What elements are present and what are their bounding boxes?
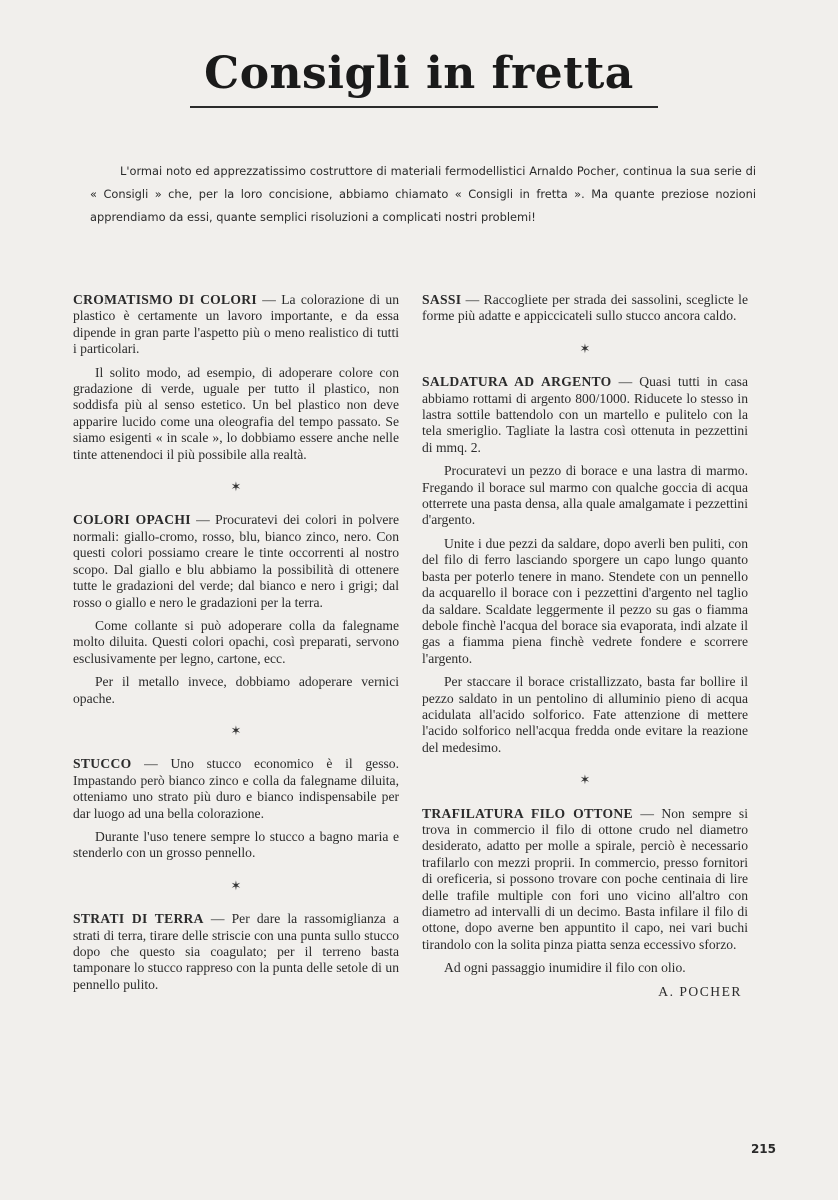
paragraph: Durante l'uso tenere sempre lo stucco a bagno maria e stenderlo con un grosso pennello. <box>73 828 399 861</box>
section-heading: STUCCO <box>73 756 132 772</box>
separator-star-icon: ✶ <box>579 772 591 788</box>
section-text: — Quasi tutti in casa abbiamo rottami di argento 800/1000. Riducete lo stesso in lastra sottile battendolo con un martello e pulitelo con la tela smeriglio. Tagliate la lastra così ottenuta in pezzettini di mmq. 2. <box>422 374 748 455</box>
section-saldatura <box>422 374 748 456</box>
section-sassi <box>422 292 748 325</box>
section-text: — La colorazione di un plastico è certamente un lavoro importante, e da essa dipende in gran parte l'aspetto più o meno realistico di tutti i particolari. <box>73 292 399 357</box>
paragraph: Per il metallo invece, dobbiamo adoperare vernici opache. <box>73 674 399 706</box>
section-text: — Per dare la rassomiglianza a strati di terra, tirare delle striscie con una punta sullo stucco dopo che questo sia coagulato; per il terreno basta tamponare lo stucco rappreso con la punta delle setole di un pennello pulito. <box>73 911 399 992</box>
section-strati <box>73 911 399 993</box>
page-number: 215 <box>750 1142 776 1156</box>
section-heading: CROMATISMO DI COLORI <box>73 292 258 307</box>
separator-star-icon: ✶ <box>579 340 591 356</box>
intro-paragraph: L'ormai noto ed apprezzatissimo costruttore di materiali fermodellistici Arnaldo Pocher, continua la sua serie di « Consigli » che, per la loro concisione, abbiamo chiamato « Consigli in fretta ». Ma quante preziose nozioni apprendiamo da essi, quante semplici risoluzioni a complicati nostri problemi! <box>90 164 756 224</box>
section-trafilatura <box>422 806 748 954</box>
section-stucco <box>73 756 399 822</box>
section-text: — Raccogliete per strada dei sassolini, sceglicte le forme più adatte e appiccicateli sullo stucco ancora caldo. <box>422 292 748 324</box>
paragraph: Procuratevi un pezzo di borace e una lastra di marmo. Fregando il borace sul marmo con qualche goccia di acqua otterrete una pasta densa, alla quale amalgamate i pezzettini d'argento. <box>422 463 748 528</box>
paragraph: Per staccare il borace cristallizzato, basta far bollire il pezzo saldato in un pentolino di alluminio pieno di acqua acidulata all'acido solforico. Fate attenzione di mettere l'acido solforico nell'acqua fredda onde evitare la reazione del medesimo. <box>422 674 748 755</box>
section-text: — Non sempre si trova in commercio il filo di ottone crudo nel diametro desiderato, adatto per molle a spirale, perciò è necessario trafilarlo con mezzi proprii. In commercio, presso fornitori di oreficeria, si possono trovare con poche centinaia di lire delle trafile multiple con fori uno vicino all'altro con diametro ad intervalli di un decimo. Basta infilare il filo di ottone, dopo averne ben appuntito il capo, nei vari buchi tirandolo con la solita pinza piatta senza eccessivo sforzo. <box>422 805 748 952</box>
section-opachi <box>73 512 399 610</box>
right-column <box>422 292 748 1000</box>
page-title: Consigli in fretta <box>204 48 634 99</box>
section-text: — Uno stucco economico è il gesso. Impastando però bianco zinco e colla da falegname diluita, otteniamo uno strato più duro e bianco indispensabile per dar luogo ad una bella colorazione. <box>73 756 399 821</box>
title-underline <box>190 106 658 108</box>
left-column <box>73 292 399 1000</box>
author-signature: A. POCHER <box>658 983 742 999</box>
section-heading: SALDATURA AD ARGENTO <box>422 374 612 390</box>
separator-star-icon: ✶ <box>230 479 242 495</box>
section-heading: COLORI OPACHI <box>73 512 191 528</box>
paragraph: Ad ogni passaggio inumidire il filo con olio. <box>444 960 686 976</box>
paragraph: Unite i due pezzi da saldare, dopo averli ben puliti, con del filo di ferro lasciando sporgere un capo lungo quanto basta per poterlo tenere in mano. Stendete con un pennello da acquarello il borace con i pezzettini d'argento nel taglio da saldare. Scaldate leggermente il pezzo su gas o fiamma debole finchè l'acqua del borace sia evaporata, indi alzate il gas a fiamma piena finchè vedrete fondere e scorrere l'argento. <box>422 535 748 666</box>
separator-star-icon: ✶ <box>230 722 242 738</box>
paragraph: Come collante si può adoperare colla da falegname molto diluita. Questi colori opachi, così preparati, servono esclusivamente per legno, cartone, ecc. <box>73 617 399 666</box>
paragraph: Il solito modo, ad esempio, di adoperare colore con gradazione di verde, uguale per tutto il plastico, non soddisfa più al senso estetico. Un bel plastico non deve apparire lucido come una oleografia del tempo passato. Se siamo esigenti « in scale », lo dobbiamo essere anche nelle tinte attenendoci il più possibile alla realtà. <box>73 364 399 462</box>
section-text: — Procuratevi dei colori in polvere normali: giallo-cromo, rosso, blu, bianco zinco, nero. Con questi colori possiamo creare le tinte occorrenti al nostro scopo. Dal giallo e blu abbiamo la possibilità di ottenere tutte le gradazioni del verde; dal bianco e nero i grigi; dal rosso o giallo e nero le gradazioni per la terra. <box>73 512 399 610</box>
section-heading: SASSI <box>422 292 462 307</box>
section-heading: STRATI DI TERRA <box>73 911 204 927</box>
separator-star-icon: ✶ <box>230 877 242 893</box>
section-cromatismo <box>73 292 399 358</box>
section-heading: TRAFILATURA FILO OTTONE <box>422 805 633 821</box>
